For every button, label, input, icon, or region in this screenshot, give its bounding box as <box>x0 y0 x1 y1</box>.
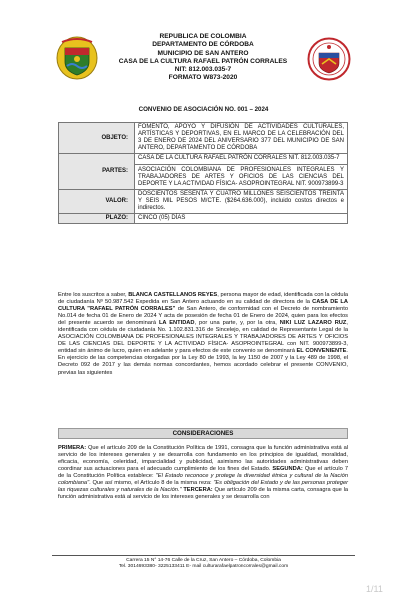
objeto-value: FOMENTO, APOYO Y DIFUSIÓN DE ACTIVIDADES CULTURALES, ARTÍSTICAS Y DEPORTIVAS, EN EL MARCO DE LA CELEBRACIÓN DEL 3 DE ENERO DE 2024 DEL ANIVERSARIO 377 DEL MUNICIPIO DE SAN ANTERO, DEPARTAMENTO DE CÓRDOBA <box>135 123 348 154</box>
page-number: 1/11 <box>366 584 383 594</box>
text-run: Que el artículo 209 de la Constitución Política de 1991, consagra que la función administrativa está al servicio de los intereses generales y se desarrolla con fundamento en los principios de igualdad, moralidad, eficacia, economía, celeridad, imparcialidad y publicidad, asimismo las autoridades administrativas deben coordinar sus actuaciones para el adecuado cumplimiento de los fines del Estado. <box>58 445 348 473</box>
segunda-label: SEGUNDA: <box>272 466 303 473</box>
consideraciones-paragraph <box>58 445 348 501</box>
convenio-info-table <box>58 122 348 224</box>
text-run: de San Antero, de conformidad con el Decreto de nombramiento No.014 de fecha 01 de Enero de 2024 Y acta de posesión de fecha 01 de Enero de 2024, quien para los efectos del presente acuerdo se denominará <box>58 306 348 327</box>
table-row <box>59 154 348 190</box>
text-run: . Que así mismo, el Artículo 8 de la misma reza: <box>89 480 214 487</box>
document-footer <box>0 558 407 571</box>
header-line: DEPARTAMENTO DE CÓRDOBA <box>152 41 254 49</box>
el-conveniente-term: EL CONVENIENTE <box>296 348 347 355</box>
text-run: Que el artículo 7 de la Constitución Política establece: <box>58 466 348 480</box>
text-run: Que artículo 209 de la misma carta, consagra que la función administrativa está al servicio de los intereses generales y se desarrolla con <box>58 487 349 501</box>
san-antero-seal-icon <box>55 36 99 80</box>
table-row <box>59 123 348 154</box>
header-line: REPUBLICA DE COLOMBIA <box>159 33 247 40</box>
party-conveniente: ASOCIACIÓN COLOMBIANA DE PROFESIONALES INTEGRALES Y TRABAJADORES DE ARTES Y OFICIOS DE LAS CIENCIAS DEL DEPORTE Y LA ACTIVIDAD FÍSICA- ASOPROINTEGRAL NIT. 900973899-3 <box>135 164 347 188</box>
header-line: CASA DE LA CULTURA RAFAEL PATRÓN CORRALES <box>118 57 288 65</box>
consideraciones-heading: CONSIDERACIONES <box>58 428 348 439</box>
valor-label: VALOR: <box>59 190 135 214</box>
casa-cultura-seal-icon <box>307 37 351 81</box>
text-run: , por una parte, y, por la otra, <box>194 320 280 327</box>
table-row <box>59 214 348 224</box>
text-run: , identificada con cédula de ciudadanía No. 1.102.831.316 de Sincelejo, en calidad de Representante Legal de la ASOCIACIÓN COLOMBIANA DE PROFESIONALES INTEGRALES Y TRABAJADORES DE ARTES Y OFICIOS DE LAS CIENCIAS DEL DEPORTE Y LA ACTIVIDAD FÍSICA- ASOPROINTEGRAL con NIT. 900973899-3, entidad sin ánimo de lucro, quien en adelante y para efectos de este convenio se denominará <box>58 320 348 355</box>
party-entidad: CASA DE LA CULTURA RAFAEL PATRÓN CORRALES NIT. 812.003.035-7 <box>138 155 340 161</box>
intro-paragraph <box>58 292 348 377</box>
header-line: MUNICIPIO DE SAN ANTERO <box>157 49 249 57</box>
table-row <box>59 190 348 214</box>
objeto-label: OBJETO: <box>59 123 135 154</box>
convenio-title: CONVENIO DE ASOCIACIÓN NO. 001 – 2024 <box>138 106 269 113</box>
la-entidad-term: LA ENTIDAD <box>158 320 195 327</box>
text-run: , persona mayor de edad, identificada con la cédula de ciudadanía Nº 50.987.542 Expedida en San Antero actuando en su calidad de directora de la <box>58 292 348 306</box>
footer-address: Carrera 15 N° 14-76 Calle de la Cruz, San Antero – Córdoba, Colombia <box>126 558 281 563</box>
director-name: BLANCA CASTELLANOS REYES <box>128 292 218 298</box>
representative-name: NIKI LUZ LAZARO RUZ <box>279 320 347 327</box>
partes-label: PARTES: <box>59 154 135 190</box>
primera-label: PRIMERA: <box>58 445 87 451</box>
quote-article-7: "El Estado reconoce y protege la diversidad étnica y cultural de la Nación colombiana" <box>58 473 348 487</box>
document-header <box>49 30 360 90</box>
footer-contact: Tel. 3014693380- 3225133411 E- mail culturarafaelpatroncorrales@gmail.com <box>118 564 289 570</box>
plazo-value: CINCO (05) DÍAS <box>135 214 348 224</box>
quote-article-8: "Es obligación del Estado y de las personas proteger las riquezas culturales y naturales de la Nación." <box>58 480 349 494</box>
tercera-label: TERCERA: <box>181 487 213 494</box>
partes-value <box>135 154 348 190</box>
footer-divider <box>52 555 355 556</box>
text-run: . En ejercicio de las competencias otorgadas por la Ley 80 de 1993, la ley 1150 de 2007 y la Ley 489 de 1998, el Decreto 092 de 2017 y las demás normas concordantes, hemos acordado celebrar el presente CONVENIO, previas las siguientes <box>58 348 349 376</box>
header-line: NIT: 812.003.035-7 <box>174 66 232 74</box>
header-line: FORMATO W873-2020 <box>168 74 238 82</box>
valor-value: DOSCIENTOS SESENTA Y CUATRO MILLONES SEISCIENTOS TREINTA Y SEIS MIL PESOS M/CTE. ($264.636.000), incluido costos directos e indirectos. <box>135 190 348 214</box>
casa-cultura-name: CASA DE LA CULTURA "RAFAEL PATRÓN CORRALES" <box>58 299 348 313</box>
plazo-label: PLAZO: <box>59 214 135 224</box>
header-title-block <box>103 33 303 83</box>
text-run: Entre los suscritos a saber, <box>58 292 129 298</box>
